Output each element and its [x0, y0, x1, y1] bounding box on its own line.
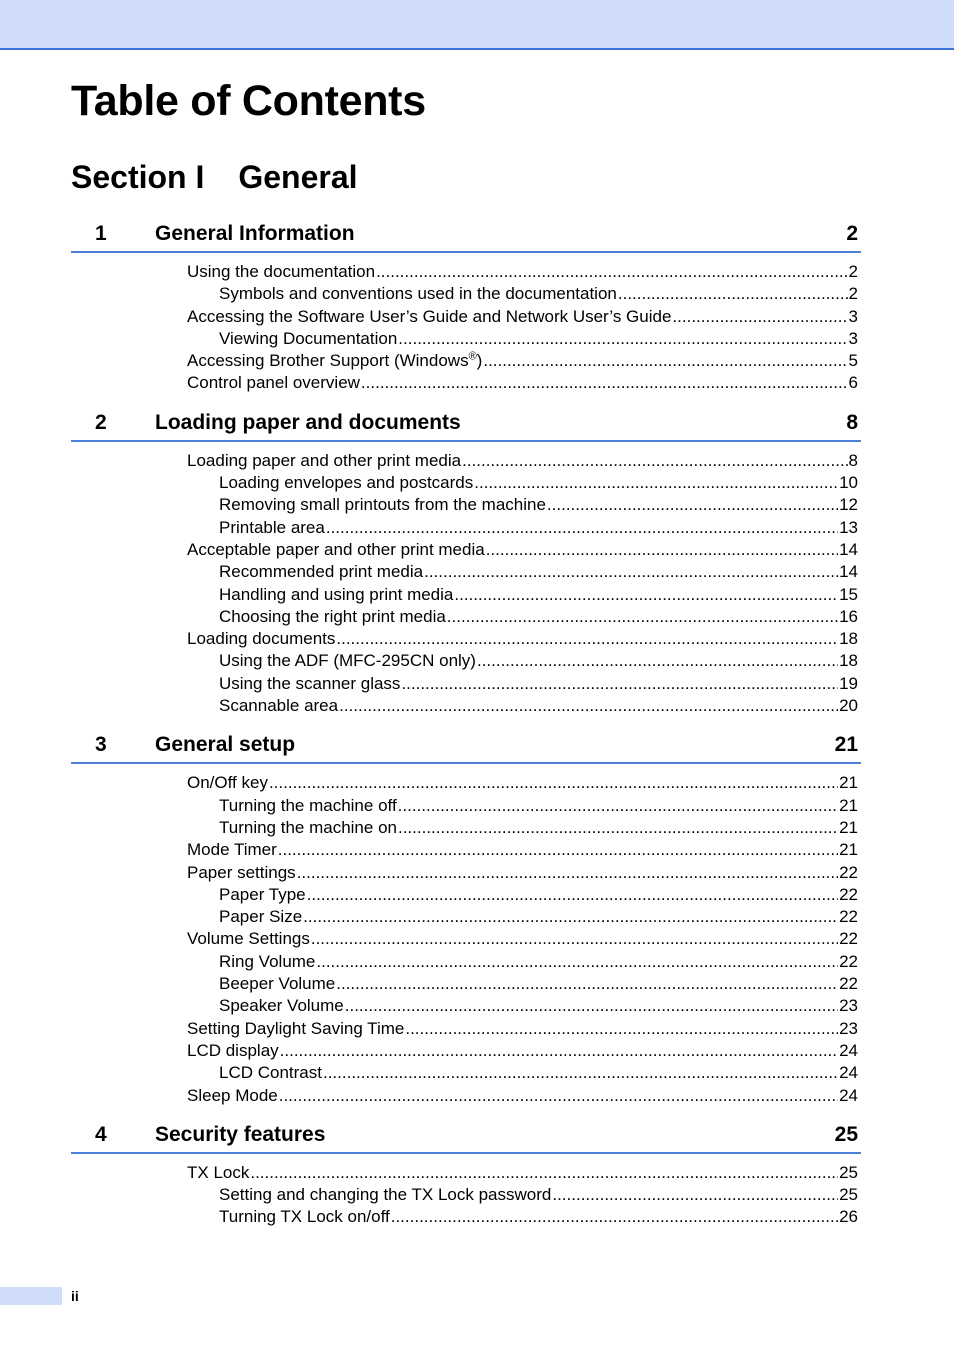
dot-leader [326, 517, 838, 539]
toc-entry[interactable] [71, 283, 861, 305]
toc-entry[interactable] [71, 539, 861, 561]
dot-leader [486, 539, 838, 561]
chapter-title: General setup [155, 733, 296, 757]
dot-leader [345, 995, 838, 1017]
entry-text: Using the scanner glass [219, 673, 401, 693]
entry-text: Loading envelopes and postcards [219, 473, 474, 493]
entry-list [71, 261, 861, 395]
footer-tab [0, 1287, 62, 1305]
entry-text: Speaker Volume [219, 996, 344, 1016]
entry-title [219, 561, 423, 583]
dot-leader [447, 606, 838, 628]
entry-page: 18 [839, 651, 858, 671]
chapter-page: 25 [834, 1122, 858, 1146]
entry-page: 13 [839, 517, 858, 537]
entry-text: Beeper Volume [219, 974, 336, 994]
entry-title [187, 350, 482, 372]
dot-leader [323, 1062, 838, 1084]
dot-leader [462, 450, 847, 472]
entry-text: Accessing Brother Support (Windows [187, 351, 469, 371]
chapter-heading[interactable] [71, 222, 861, 253]
entry-title [219, 650, 476, 672]
entry-title [187, 772, 268, 794]
entry-text: Control panel overview [187, 373, 360, 393]
entry-text: Removing small printouts from the machine [219, 495, 546, 515]
dot-leader [303, 906, 838, 928]
entry-text: Turning TX Lock on/off [219, 1207, 390, 1227]
entry-page: 8 [848, 450, 858, 470]
entry-page: 22 [839, 929, 858, 949]
entry-page: 6 [848, 373, 858, 393]
toc-entry[interactable] [71, 1184, 861, 1206]
entry-title [219, 1062, 322, 1084]
entry-page: 22 [839, 907, 858, 927]
dot-leader [307, 884, 838, 906]
entry-page: 2 [848, 284, 858, 304]
entry-text: Setting Daylight Saving Time [187, 1018, 405, 1038]
entry-title [219, 1184, 551, 1206]
toc-entry[interactable] [71, 951, 861, 973]
entry-title [187, 1018, 404, 1040]
chapter-page: 21 [834, 733, 858, 757]
toc-entry[interactable] [71, 695, 861, 717]
dot-leader [316, 951, 838, 973]
chapter-number: 3 [95, 733, 107, 757]
entry-text: Ring Volume [219, 951, 316, 971]
chapter-number: 1 [95, 222, 107, 245]
dot-leader [391, 1206, 838, 1228]
toc-entry[interactable] [71, 1062, 861, 1084]
entry-list [71, 1162, 861, 1229]
entry-text: Paper settings [187, 862, 296, 882]
entry-list [71, 450, 861, 718]
entry-title [219, 472, 473, 494]
section-heading [71, 157, 358, 197]
entry-page: 23 [839, 996, 858, 1016]
registered-mark: ® [468, 350, 477, 363]
dot-leader [454, 584, 838, 606]
toc-entry[interactable] [71, 1018, 861, 1040]
entry-text: Paper Type [219, 884, 306, 904]
table-of-contents [71, 222, 861, 1245]
dot-leader [672, 306, 847, 328]
entry-title [219, 951, 315, 973]
chapter [71, 411, 861, 718]
entry-title [187, 372, 360, 394]
dot-leader [336, 628, 838, 650]
entry-text: Sleep Mode [187, 1085, 278, 1105]
entry-text: On/Off key [187, 773, 268, 793]
entry-title [219, 328, 397, 350]
entry-list [71, 772, 861, 1106]
entry-text: Choosing the right print media [219, 606, 446, 626]
toc-entry[interactable] [71, 561, 861, 583]
toc-entry[interactable] [71, 839, 861, 861]
entry-text: Viewing Documentation [219, 328, 398, 348]
entry-text: Using the documentation [187, 262, 376, 281]
entry-text: Recommended print media [219, 562, 424, 582]
entry-title [187, 628, 335, 650]
entry-text: Turning the machine off [219, 795, 397, 815]
entry-title [187, 306, 671, 328]
chapter-heading[interactable] [71, 411, 861, 442]
entry-suffix: ) [476, 351, 483, 371]
entry-page: 3 [848, 328, 858, 348]
toc-entry[interactable] [71, 650, 861, 672]
entry-text: Using the ADF (MFC-295CN only) [219, 651, 476, 671]
chapter [71, 222, 861, 395]
entry-text: Volume Settings [187, 929, 310, 949]
toc-entry[interactable] [71, 817, 861, 839]
toc-entry[interactable] [71, 673, 861, 695]
toc-entry[interactable] [71, 584, 861, 606]
toc-entry[interactable] [71, 328, 861, 350]
dot-leader [474, 472, 838, 494]
section-label: Section I [71, 159, 205, 195]
entry-title [187, 862, 296, 884]
entry-text: Turning the machine on [219, 817, 397, 837]
dot-leader [336, 973, 838, 995]
entry-title [219, 283, 617, 305]
toc-entry[interactable] [71, 350, 861, 372]
entry-title [219, 606, 446, 628]
entry-page: 15 [839, 584, 858, 604]
toc-entry[interactable] [71, 1162, 861, 1184]
dot-leader [405, 1018, 838, 1040]
chapter-number: 2 [95, 410, 107, 434]
entry-text: Handling and using print media [219, 584, 454, 604]
entry-title [187, 1040, 279, 1062]
entry-page: 24 [839, 1063, 858, 1083]
entry-page: 14 [839, 539, 858, 559]
dot-leader [477, 650, 838, 672]
dot-leader [398, 817, 838, 839]
entry-page: 23 [839, 1018, 858, 1038]
entry-title [219, 973, 335, 995]
entry-title [219, 673, 400, 695]
entry-page: 21 [839, 840, 858, 860]
toc-entry[interactable] [71, 261, 861, 283]
entry-page: 21 [839, 795, 858, 815]
toc-entry[interactable] [71, 1040, 861, 1062]
entry-page: 21 [839, 817, 858, 837]
entry-title [219, 884, 306, 906]
entry-title [187, 839, 277, 861]
toc-entry[interactable] [71, 1085, 861, 1107]
entry-page: 14 [839, 562, 858, 582]
entry-page: 22 [839, 951, 858, 971]
chapter-page: 8 [846, 410, 858, 434]
entry-title [219, 817, 397, 839]
toc-entry[interactable] [71, 862, 861, 884]
chapter [71, 1123, 861, 1229]
page-title: Table of Contents [71, 77, 426, 125]
entry-title [219, 584, 453, 606]
entry-page: 21 [839, 773, 858, 793]
entry-title [219, 906, 302, 928]
section-name: General [238, 159, 358, 195]
entry-page: 24 [839, 1085, 858, 1105]
entry-title [219, 995, 344, 1017]
entry-text: Mode Timer [187, 840, 277, 860]
entry-page: 3 [848, 306, 858, 326]
chapter-title: Security features [155, 1122, 326, 1146]
dot-leader [361, 372, 848, 394]
toc-entry[interactable] [71, 517, 861, 539]
entry-title [219, 695, 338, 717]
entry-page: 22 [839, 884, 858, 904]
entry-title [187, 928, 310, 950]
dot-leader [269, 772, 838, 794]
entry-page: 24 [839, 1040, 858, 1060]
chapter-page: 2 [846, 222, 858, 245]
chapter-number: 4 [95, 1122, 107, 1146]
entry-title [187, 261, 375, 283]
dot-leader [297, 862, 838, 884]
toc-entry[interactable] [71, 906, 861, 928]
entry-title [187, 1162, 249, 1184]
entry-page: 25 [839, 1162, 858, 1182]
toc-entry[interactable] [71, 973, 861, 995]
toc-entry[interactable] [71, 606, 861, 628]
entry-text: Loading paper and other print media [187, 450, 462, 470]
toc-entry[interactable] [71, 995, 861, 1017]
chapter-title: Loading paper and documents [155, 410, 461, 434]
toc-entry[interactable] [71, 772, 861, 794]
chapter [71, 733, 861, 1106]
dot-leader [280, 1040, 838, 1062]
header-band [0, 0, 954, 50]
page-number: ii [71, 1288, 79, 1304]
entry-page: 22 [839, 862, 858, 882]
chapter-heading[interactable] [71, 733, 861, 764]
chapter-heading[interactable] [71, 1123, 861, 1154]
toc-entry[interactable] [71, 372, 861, 394]
entry-text: Accessing the Software User’s Guide and Network User’s Guide [187, 306, 672, 326]
toc-entry[interactable] [71, 450, 861, 472]
entry-title [187, 539, 485, 561]
entry-title [187, 1085, 278, 1107]
entry-title [219, 494, 546, 516]
entry-page: 10 [839, 473, 858, 493]
toc-entry[interactable] [71, 628, 861, 650]
entry-page: 12 [839, 495, 858, 515]
toc-entry[interactable] [71, 884, 861, 906]
toc-entry[interactable] [71, 1206, 861, 1228]
dot-leader [398, 328, 847, 350]
entry-text: Acceptable paper and other print media [187, 539, 485, 559]
dot-leader [376, 261, 847, 283]
dot-leader [483, 350, 847, 372]
dot-leader [339, 695, 838, 717]
dot-leader [278, 839, 838, 861]
toc-entry[interactable] [71, 494, 861, 516]
dot-leader [279, 1085, 838, 1107]
entry-text: Loading documents [187, 629, 336, 649]
entry-page: 2 [848, 262, 858, 281]
entry-text: LCD display [187, 1040, 279, 1060]
entry-text: Scannable area [219, 696, 339, 716]
entry-title [187, 450, 461, 472]
toc-entry[interactable] [71, 795, 861, 817]
entry-text: Printable area [219, 517, 325, 537]
entry-page: 22 [839, 974, 858, 994]
entry-text: TX Lock [187, 1162, 250, 1182]
entry-title [219, 1206, 390, 1228]
dot-leader [311, 928, 838, 950]
toc-entry[interactable] [71, 306, 861, 328]
entry-page: 26 [839, 1207, 858, 1227]
entry-text: Symbols and conventions used in the documentation [219, 284, 617, 304]
entry-page: 5 [848, 351, 858, 371]
entry-page: 16 [839, 606, 858, 626]
dot-leader [552, 1184, 838, 1206]
dot-leader [401, 673, 838, 695]
entry-page: 25 [839, 1185, 858, 1205]
dot-leader [547, 494, 838, 516]
toc-entry[interactable] [71, 472, 861, 494]
entry-page: 20 [839, 696, 858, 716]
toc-entry[interactable] [71, 928, 861, 950]
entry-page: 19 [839, 673, 858, 693]
dot-leader [398, 795, 838, 817]
entry-page: 18 [839, 629, 858, 649]
dot-leader [424, 561, 838, 583]
dot-leader [618, 283, 848, 305]
chapter-title: General Information [155, 222, 355, 245]
entry-text: Setting and changing the TX Lock password [219, 1185, 552, 1205]
entry-title [219, 517, 325, 539]
entry-text: Paper Size [219, 907, 303, 927]
entry-text: LCD Contrast [219, 1063, 322, 1083]
entry-title [219, 795, 397, 817]
dot-leader [250, 1162, 838, 1184]
